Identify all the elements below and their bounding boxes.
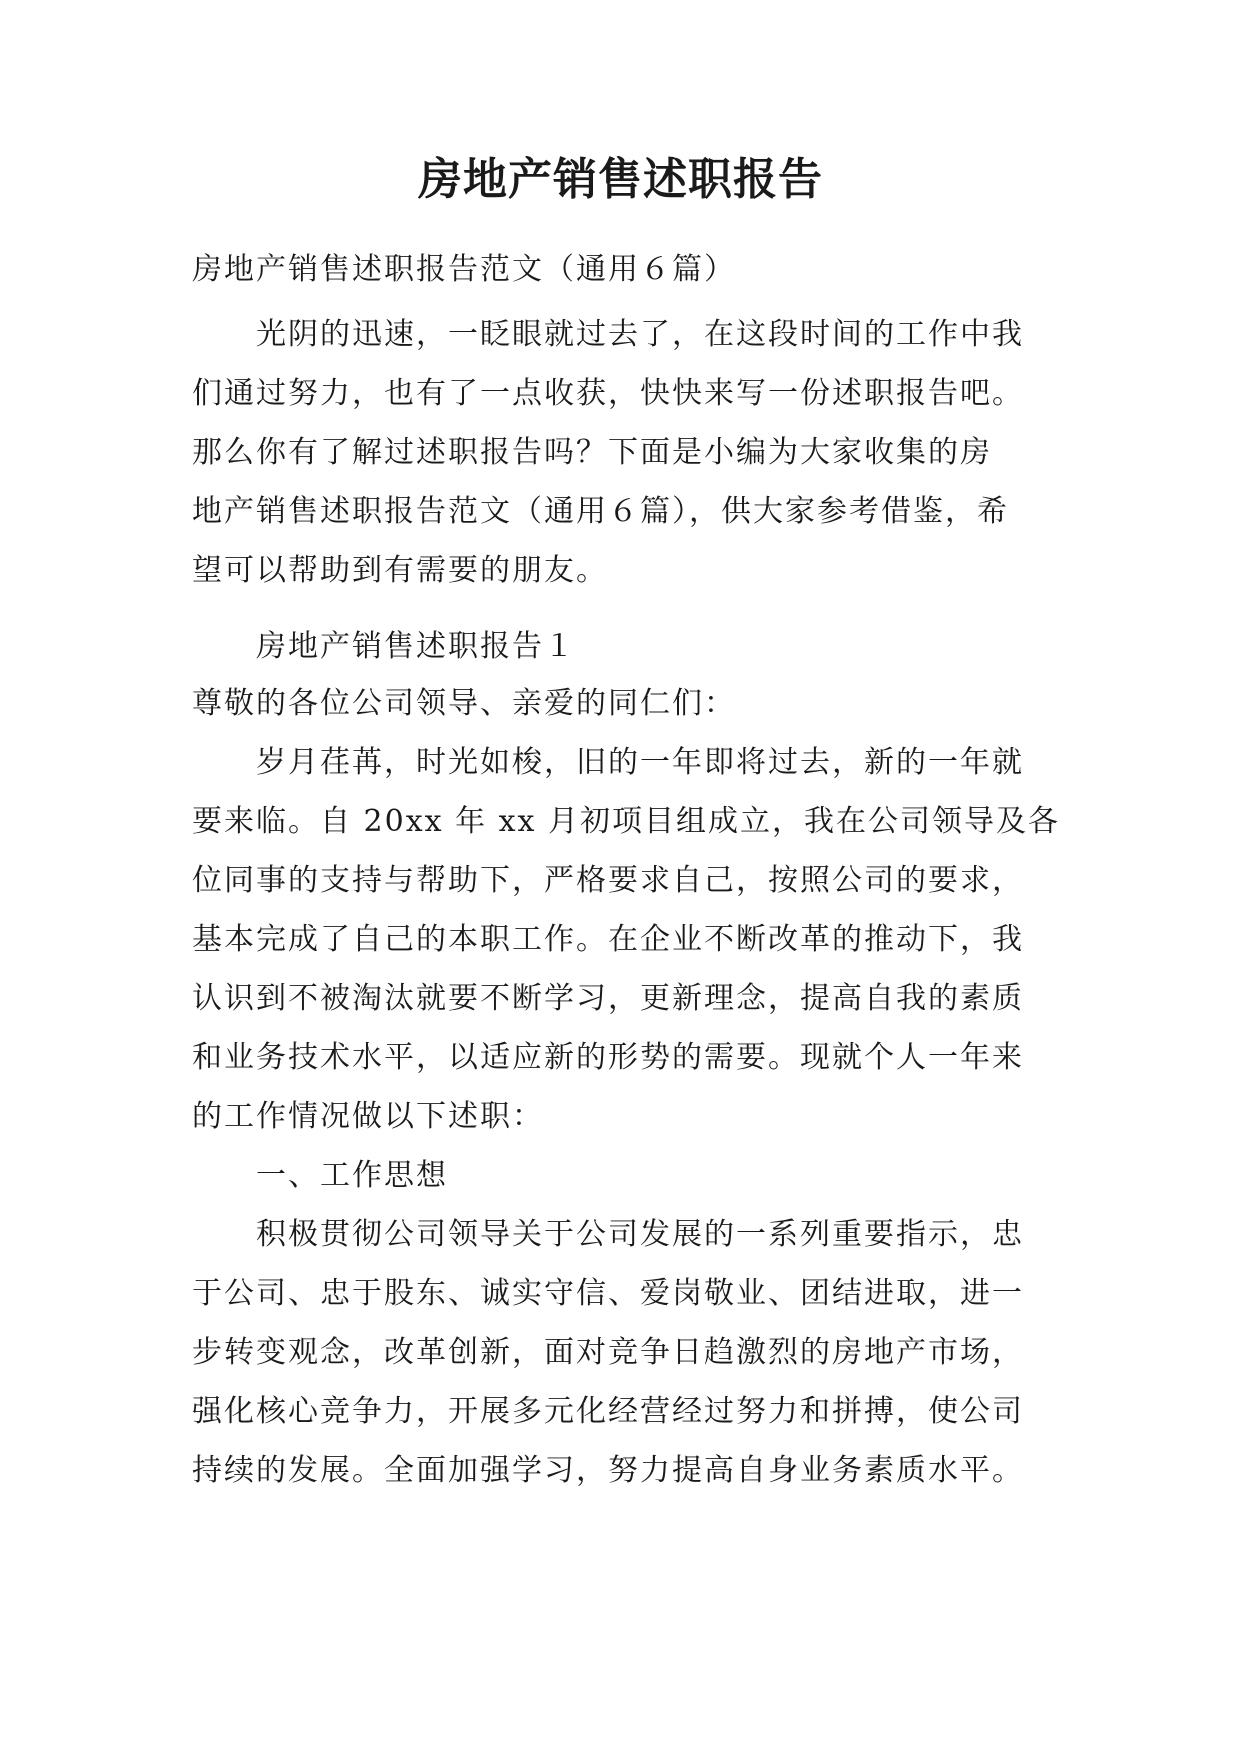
paragraph-line: 的工作情况做以下述职： xyxy=(192,1099,544,1134)
intro-paragraph xyxy=(192,305,1082,600)
paragraph-line: 强化核心竞争力，开展多元化经营经过努力和拼搏，使公司 xyxy=(192,1394,1024,1429)
salutation-text: 尊敬的各位公司领导、亲爱的同仁们： xyxy=(192,686,736,721)
intro-line: 地产销售述职报告范文（通用６篇），供大家参考借鉴，希 xyxy=(192,494,1009,529)
intro-line: 们通过努力，也有了一点收获，快快来写一份述职报告吧。 xyxy=(192,376,1024,411)
paragraph-line: 和业务技术水平，以适应新的形势的需要。现就个人一年来 xyxy=(192,1040,1024,1075)
paragraph-line: 岁月荏苒，时光如梭，旧的一年即将过去，新的一年就 xyxy=(256,745,1024,780)
subheading-text: 一、工作思想 xyxy=(256,1158,448,1193)
document-subtitle xyxy=(192,240,1082,299)
paragraph-1 xyxy=(192,733,1082,1146)
document-title: 房地产销售述职报告 xyxy=(418,154,823,205)
section-heading-text: 房地产销售述职报告１ xyxy=(256,629,576,664)
paragraph-line: 认识到不被淘汰就要不断学习，更新理念，提高自我的素质 xyxy=(192,981,1024,1016)
paragraph-2 xyxy=(192,1205,1082,1500)
paragraph-line: 基本完成了自己的本职工作。在企业不断改革的推动下，我 xyxy=(192,922,1024,957)
paragraph-line: 于公司、忠于股东、诚实守信、爱岗敬业、团结进取，进一 xyxy=(192,1276,1024,1311)
subheading-1 xyxy=(192,1146,1082,1205)
intro-line: 光阴的迅速，一眨眼就过去了，在这段时间的工作中我 xyxy=(256,317,1024,352)
intro-line: 那么你有了解过述职报告吗？下面是小编为大家收集的房 xyxy=(192,435,992,470)
paragraph-line: 要来临。自 20xx 年 xx 月初项目组成立，我在公司领导及各 xyxy=(192,804,1060,839)
salutation xyxy=(192,674,1082,733)
paragraph-line: 步转变观念，改革创新，面对竞争日趋激烈的房地产市场， xyxy=(192,1335,1024,1370)
paragraph-line: 位同事的支持与帮助下，严格要求自己，按照公司的要求， xyxy=(192,863,1024,898)
intro-line: 望可以帮助到有需要的朋友。 xyxy=(192,553,608,588)
paragraph-line: 积极贯彻公司领导关于公司发展的一系列重要指示，忠 xyxy=(256,1217,1024,1252)
subtitle-line: 房地产销售述职报告范文（通用６篇） xyxy=(192,252,736,287)
section-heading xyxy=(192,617,1082,676)
paragraph-line: 持续的发展。全面加强学习，努力提高自身业务素质水平。 xyxy=(192,1453,1024,1488)
